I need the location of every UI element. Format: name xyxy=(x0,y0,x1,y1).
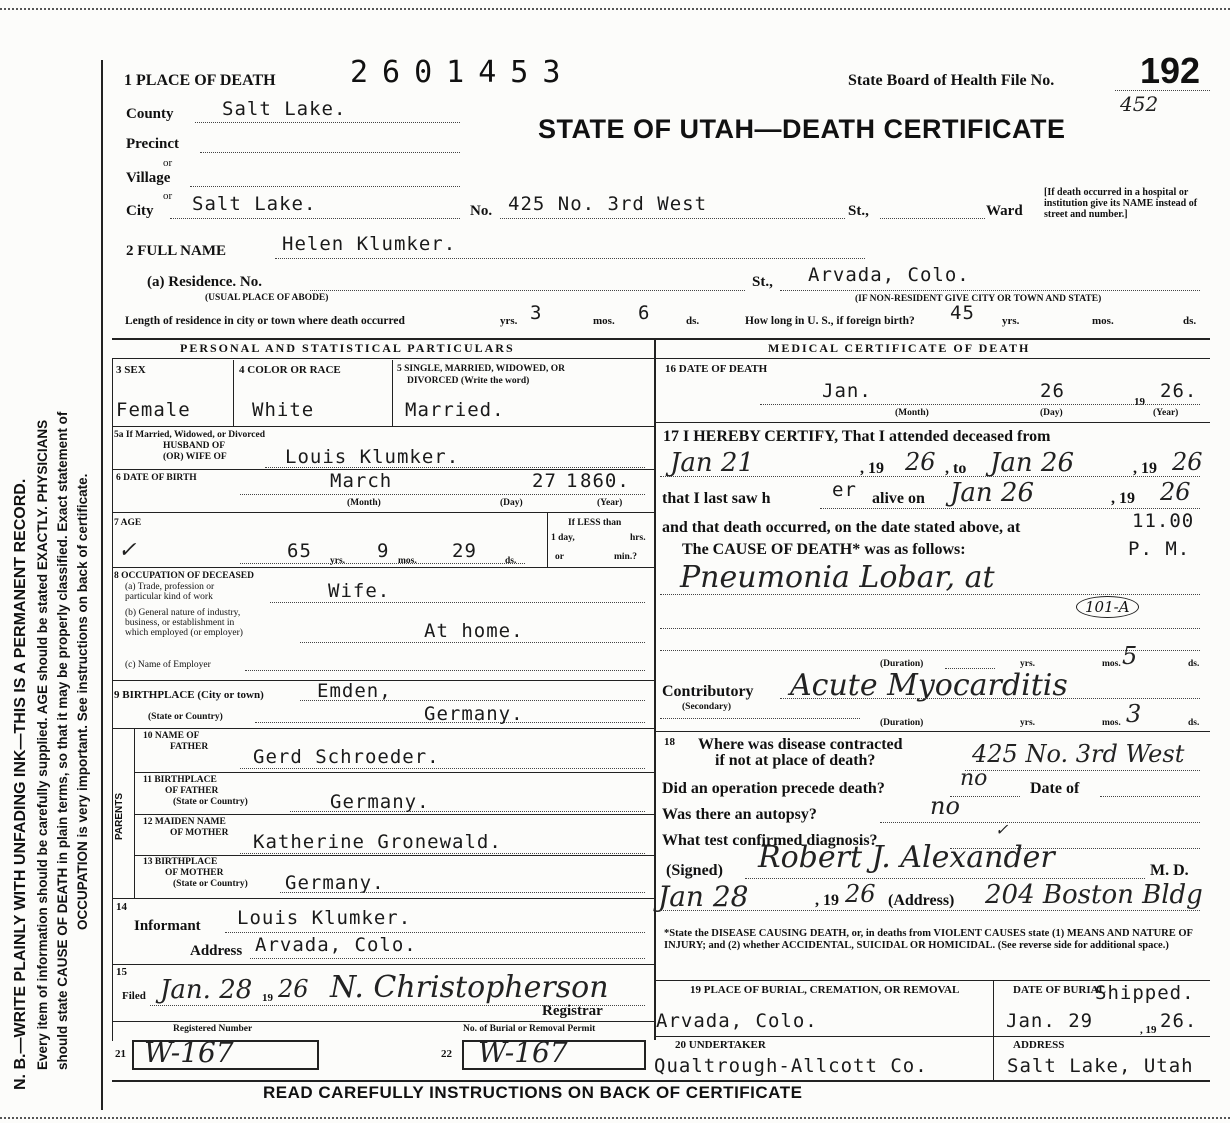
us-mos-label: mos. xyxy=(1092,315,1114,327)
birthplace-country-value: Germany. xyxy=(424,703,524,725)
full-name-label: 2 FULL NAME xyxy=(126,243,227,259)
row-rule-11 xyxy=(134,772,654,773)
medical-rule-19 xyxy=(654,980,1210,981)
informant-label: Informant xyxy=(134,918,201,934)
sex-label: 3 SEX xyxy=(116,364,146,376)
spouse-label-1: 5a If Married, Widowed, or Divorced xyxy=(114,430,266,440)
attended-line xyxy=(660,476,1200,477)
undertaker-address-value: Salt Lake, Utah xyxy=(1007,1055,1194,1077)
sex-color-divider xyxy=(233,360,234,426)
burial-date-label: DATE OF BURIAL xyxy=(1013,984,1106,996)
spouse-label-2: HUSBAND OF xyxy=(163,441,226,451)
undertaker-value: Qualtrough-Allcott Co. xyxy=(654,1055,928,1077)
item-14-label: 14 xyxy=(116,901,127,913)
occupation-a-label-1: (a) Trade, profession or xyxy=(125,582,215,592)
contracted-value: 425 No. 3rd West xyxy=(972,740,1185,768)
sex-value: Female xyxy=(116,399,191,421)
dod-day-value: 26 xyxy=(1040,380,1065,402)
signature-address-label: (Address) xyxy=(888,892,955,909)
mother-bp-label-2: OF MOTHER xyxy=(165,868,224,878)
test-label: What test confirmed diagnosis? xyxy=(662,832,878,849)
item-18-label: 18 xyxy=(664,736,675,748)
age-label: 7 AGE xyxy=(114,518,142,528)
undertaker-label: 20 UNDERTAKER xyxy=(675,1039,766,1051)
marital-value: Married. xyxy=(405,399,505,421)
dod-line xyxy=(760,404,1200,405)
dod-month-value: Jan. xyxy=(822,380,872,402)
occupation-b-label-3: which employed (or employer) xyxy=(125,628,243,638)
medical-rule-20 xyxy=(654,1036,1210,1037)
less-label-1: If LESS than xyxy=(568,518,622,528)
medical-section-title: MEDICAL CERTIFICATE OF DEATH xyxy=(768,341,1031,355)
center-divider xyxy=(654,340,656,1040)
age-yrs-label: yrs. xyxy=(330,556,346,566)
father-bp-label-1: 11 BIRTHPLACE xyxy=(143,775,217,785)
filed-year-prefix: 19 xyxy=(262,992,273,1004)
length-residence-label: Length of residence in city or town where death occurred xyxy=(125,315,405,327)
signed-line xyxy=(745,878,1145,879)
burial-permit-box xyxy=(462,1036,646,1070)
color-marital-divider xyxy=(392,360,393,426)
last-saw-year-value: 26 xyxy=(1160,478,1191,506)
street-address-value: 425 No. 3rd West xyxy=(508,193,708,215)
file-number-handwritten: 452 xyxy=(1120,92,1159,116)
dod-year-caption: (Year) xyxy=(1153,408,1179,418)
cause-line-3 xyxy=(660,650,1200,651)
last-saw-label-1: that I last saw h xyxy=(662,490,771,507)
registered-number-box xyxy=(132,1036,319,1070)
margin-notice: N. B.—WRITE PLAINLY WITH UNFADING INK—THIS IS A PERMANENT RECORD. xyxy=(12,478,29,1090)
informant-address-line xyxy=(250,958,645,959)
us-yrs-label: yrs. xyxy=(1002,315,1020,327)
operation-line xyxy=(950,796,1020,797)
operation-label: Did an operation precede death? xyxy=(662,780,885,797)
duration-mos-value-2: 3 xyxy=(1126,700,1142,728)
parents-label: PARENTS xyxy=(114,792,125,840)
row-rule-7 xyxy=(112,512,654,513)
residence-st-label: St., xyxy=(752,274,773,290)
signature-year: 26 xyxy=(845,880,876,908)
mother-bp-line xyxy=(280,892,645,893)
abode-note: (USUAL PLACE OF ABODE) xyxy=(205,293,329,303)
age-mos-label: mos. xyxy=(398,556,417,566)
age-less-divider xyxy=(547,512,548,567)
father-bp-label-2: OF FATHER xyxy=(165,786,219,796)
contracted-label-1: Where was disease contracted xyxy=(698,736,903,753)
duration-label-1: (Duration) xyxy=(880,659,924,669)
row-rule-12 xyxy=(134,814,654,815)
village-label: Village xyxy=(126,170,171,186)
signature-address: 204 Boston Bldg xyxy=(985,880,1203,910)
undertaker-address-label: ADDRESS xyxy=(1013,1039,1065,1051)
duration-yrs-label-2: yrs. xyxy=(1020,718,1036,728)
marital-label-1: 5 SINGLE, MARRIED, WIDOWED, OR xyxy=(397,364,565,374)
duration-mos-label-2: mos. xyxy=(1102,718,1121,728)
age-mos-value: 9 xyxy=(377,540,390,562)
contracted-line xyxy=(965,770,1200,771)
county-label: County xyxy=(126,106,174,122)
street-st-line xyxy=(880,218,985,219)
birthplace-label: 9 BIRTHPLACE (City or town) xyxy=(114,689,264,701)
mother-bp-label-1: 13 BIRTHPLACE xyxy=(143,857,218,867)
duration-mos-value-1: 5 xyxy=(1122,642,1138,670)
occupation-a-line xyxy=(270,602,645,603)
item-22-label: 22 xyxy=(441,1048,452,1060)
precinct-line xyxy=(200,152,460,153)
contributory-line-2 xyxy=(660,718,860,719)
dob-year-value: 860. xyxy=(580,470,630,492)
father-birthplace-value: Germany. xyxy=(330,791,430,813)
burial-date-divider xyxy=(993,980,994,1080)
color-label: 4 COLOR OR RACE xyxy=(239,364,341,376)
full-name-value: Helen Klumker. xyxy=(282,233,457,255)
occurred-text: and that death occurred, on the date stated above, at xyxy=(662,519,1021,536)
dob-year-prefix: 1 xyxy=(566,470,579,492)
dob-day-caption: (Day) xyxy=(500,498,523,508)
county-line xyxy=(195,122,460,123)
spouse-value: Louis Klumker. xyxy=(285,446,460,468)
employer-label: (c) Name of Employer xyxy=(125,660,211,670)
precinct-label: Precinct xyxy=(126,136,180,152)
registered-number-value: W-167 xyxy=(144,1036,234,1069)
less-min-label: min.? xyxy=(614,552,637,562)
instructions-footer: READ CAREFULLY INSTRUCTIONS ON BACK OF CERTIFICATE xyxy=(263,1083,803,1102)
last-saw-year-prefix: , 19 xyxy=(1111,490,1135,507)
age-ds-label: ds. xyxy=(505,556,517,566)
father-label-1: 10 NAME OF xyxy=(143,731,200,741)
mother-label-1: 12 MAIDEN NAME xyxy=(143,817,226,827)
file-number: 192 xyxy=(1140,50,1201,91)
occupation-b-value: At home. xyxy=(424,620,524,642)
cause-line-1 xyxy=(660,594,1200,595)
date-of-line xyxy=(1100,796,1200,797)
less-label-2: 1 day, xyxy=(551,533,575,543)
mother-bp-label-3: (State or Country) xyxy=(173,879,248,889)
contributory-line-1 xyxy=(780,698,1200,699)
row-rule-14 xyxy=(112,898,654,899)
from-year-value: 26 xyxy=(905,448,936,476)
to-year-value: 26 xyxy=(1172,448,1203,476)
cause-footnote: *State the DISEASE CAUSING DEATH, or, in deaths from VIOLENT CAUSES state (1) MEANS AND NATURE OF INJURY; and (2) whether ACCIDENTAL, SUICIDAL OR HOMICIDAL. (See reverse side for additional space.) xyxy=(664,928,1193,951)
less-or-label: or xyxy=(555,552,564,562)
certify-text: 17 I HEREBY CERTIFY, That I attended deceased from xyxy=(663,428,1051,445)
row-rule-13 xyxy=(134,855,654,856)
from-year-prefix: , 19 xyxy=(860,460,884,477)
dod-day-caption: (Day) xyxy=(1040,408,1063,418)
marital-label-2: DIVORCED (Write the word) xyxy=(407,376,530,386)
burial-year-value: 26. xyxy=(1160,1010,1198,1032)
burial-date-value: Jan. 29 xyxy=(1006,1010,1094,1032)
dob-month-caption: (Month) xyxy=(347,498,381,508)
burial-permit-value: W-167 xyxy=(478,1036,568,1069)
street-line xyxy=(500,218,845,219)
residence-value: Arvada, Colo. xyxy=(808,264,970,286)
birthplace-city-value: Emden, xyxy=(317,680,392,702)
file-no-line xyxy=(1115,90,1210,91)
father-bp-line xyxy=(290,811,645,812)
informant-address-label: Address xyxy=(190,943,243,959)
or-label-2: or xyxy=(163,190,173,202)
birthplace-city-line xyxy=(300,700,645,701)
age-ds-value: 29 xyxy=(452,540,477,562)
birthplace-state-label: (State or Country) xyxy=(148,712,223,722)
dod-month-caption: (Month) xyxy=(895,408,929,418)
dob-year-caption: (Year) xyxy=(597,498,623,508)
row-rule-8 xyxy=(112,567,654,568)
us-ds-label: ds. xyxy=(1183,315,1197,327)
time-of-death-value: 11.00 xyxy=(1132,510,1195,532)
mother-line xyxy=(240,853,645,854)
spouse-line xyxy=(265,467,645,468)
contracted-label-2: if not at place of death? xyxy=(715,752,876,769)
duration-ds-label-2: ds. xyxy=(1188,718,1200,728)
mother-birthplace-value: Germany. xyxy=(285,872,385,894)
filed-label: Filed xyxy=(122,990,146,1002)
dob-month-value: March xyxy=(330,470,393,492)
row-rule-10 xyxy=(112,728,654,729)
or-label-1: or xyxy=(163,157,173,169)
section-header-rule xyxy=(112,358,1210,359)
signature-address-line xyxy=(660,910,1200,911)
cause-line-2 xyxy=(660,628,1200,629)
burial-place-label: 19 PLACE OF BURIAL, CREMATION, OR REMOVAL xyxy=(690,984,960,996)
physician-signature: Robert J. Alexander xyxy=(758,840,1055,875)
non-resident-note: (IF NON-RESIDENT GIVE CITY OR TOWN AND STATE) xyxy=(855,294,1102,304)
operation-value: no xyxy=(960,766,988,791)
occupation-b-label-2: business, or establishment in xyxy=(125,618,235,628)
father-value: Gerd Schroeder. xyxy=(253,746,440,768)
employer-line xyxy=(245,670,645,671)
left-border xyxy=(101,60,103,1110)
county-value: Salt Lake. xyxy=(222,98,347,120)
signed-label: (Signed) xyxy=(666,862,723,879)
attended-to-date: Jan 26 xyxy=(990,448,1075,478)
signature-year-prefix: , 19 xyxy=(815,892,839,909)
residence-line xyxy=(310,290,745,291)
city-value: Salt Lake. xyxy=(192,193,317,215)
contributory-label: Contributory xyxy=(662,683,754,700)
occupation-a-label-2: particular kind of work xyxy=(125,592,213,602)
birthplace-country-line xyxy=(255,722,645,723)
cause-code: 101-A xyxy=(1076,596,1139,618)
cause-of-death-value: Pneumonia Lobar, at xyxy=(680,560,995,595)
margin-instructions-2: should state CAUSE OF DEATH in plain terms, so that it may be properly classified. Exact statement of xyxy=(55,411,70,1070)
us-residence-label: How long in U. S., if foreign birth? xyxy=(745,315,915,327)
burial-permit-label: No. of Burial or Removal Permit xyxy=(463,1024,596,1034)
age-line xyxy=(240,563,525,564)
informant-value: Louis Klumker. xyxy=(237,907,412,929)
margin-instructions-1: Every item of information should be carefully supplied. AGE should be stated EXACTLY. PHYSICIANS xyxy=(35,419,50,1070)
row-rule-21 xyxy=(112,1021,654,1022)
top-border xyxy=(0,8,1230,10)
margin-instructions-3: OCCUPATION is very important. See instructions on back of certificate. xyxy=(75,473,90,930)
duration-label-2: (Duration) xyxy=(880,718,924,728)
dob-day-value: 27 xyxy=(532,470,557,492)
autopsy-value: no xyxy=(930,792,960,820)
village-line xyxy=(190,186,460,187)
residence-st-line xyxy=(780,290,1200,291)
personal-left-rule xyxy=(112,358,113,1041)
duration-yrs-label-1: yrs. xyxy=(1020,659,1036,669)
registrar-label: Registrar xyxy=(542,1003,603,1019)
city-label: City xyxy=(126,203,154,219)
parents-divider xyxy=(134,728,135,898)
burial-place-value: Arvada, Colo. xyxy=(656,1010,818,1032)
autopsy-label: Was there an autopsy? xyxy=(662,806,817,823)
medical-rule-18 xyxy=(654,731,1210,732)
registrar-signature: N. Christopherson xyxy=(330,970,609,1005)
duration-ds-label-1: ds. xyxy=(1188,659,1200,669)
filed-date-value: Jan. 28 xyxy=(160,975,253,1005)
city-line xyxy=(170,218,460,219)
dod-year-prefix: 19 xyxy=(1134,396,1145,408)
ward-note: [If death occurred in a hospital or institution give its NAME instead of street and number.] xyxy=(1044,187,1198,220)
md-label: M. D. xyxy=(1150,862,1189,879)
secondary-label: (Secondary) xyxy=(682,702,732,712)
autopsy-line xyxy=(880,822,1200,823)
attended-from-date: Jan 21 xyxy=(670,448,755,478)
filed-year-value: 26 xyxy=(278,975,309,1003)
personal-section-title: PERSONAL AND STATISTICAL PARTICULARS xyxy=(180,341,515,355)
occupation-b-label-1: (b) General nature of industry, xyxy=(125,608,241,618)
file-no-label: State Board of Health File No. xyxy=(848,72,1055,89)
age-check-mark: ✓ xyxy=(118,538,137,563)
length-yrs-label: yrs. xyxy=(500,315,518,327)
length-yrs-value: 3 xyxy=(530,302,543,324)
contributory-value: Acute Myocarditis xyxy=(790,668,1068,703)
informant-line xyxy=(225,932,645,933)
full-name-line xyxy=(275,258,865,259)
certificate-title: STATE OF UTAH—DEATH CERTIFICATE xyxy=(538,114,1066,144)
place-of-death-label: 1 PLACE OF DEATH xyxy=(124,72,276,89)
last-saw-label-2: alive on xyxy=(872,490,925,507)
length-mos-label: mos. xyxy=(593,315,615,327)
pm-value: P. M. xyxy=(1128,538,1191,560)
shipped-value: Shipped. xyxy=(1095,982,1195,1004)
duration-mos-label-1: mos. xyxy=(1102,659,1121,669)
occupation-label: 8 OCCUPATION OF DECEASED xyxy=(114,571,254,581)
street-no-label: No. xyxy=(470,203,493,219)
ward-label: Ward xyxy=(986,203,1023,219)
occupation-b-line xyxy=(300,642,645,643)
burial-year-prefix: , 19 xyxy=(1140,1024,1157,1036)
father-label-2: FATHER xyxy=(170,742,209,752)
length-ds-label: ds. xyxy=(686,315,700,327)
row-rule-5a xyxy=(112,426,654,427)
color-value: White xyxy=(252,399,315,421)
item-15-label: 15 xyxy=(116,966,127,978)
last-saw-date: Jan 26 xyxy=(950,478,1035,508)
occupation-a-value: Wife. xyxy=(328,580,391,602)
mother-label-2: OF MOTHER xyxy=(170,828,229,838)
age-yrs-value: 65 xyxy=(287,540,312,562)
item-21-label: 21 xyxy=(115,1048,126,1060)
us-yrs-value: 45 xyxy=(950,302,975,324)
less-hrs-label: hrs. xyxy=(630,533,646,543)
registered-number-label: Registered Number xyxy=(173,1024,253,1034)
row-rule-15 xyxy=(112,964,654,965)
street-st-label: St., xyxy=(848,203,869,219)
informant-address-value: Arvada, Colo. xyxy=(255,934,417,956)
cause-of-death-text: The CAUSE OF DEATH* was as follows: xyxy=(682,541,966,558)
to-label: , to xyxy=(945,460,967,477)
dob-label: 6 DATE OF BIRTH xyxy=(116,473,197,483)
dob-line xyxy=(240,494,645,495)
residence-label: (a) Residence. No. xyxy=(147,274,262,290)
last-saw-pronoun: er xyxy=(832,479,857,501)
father-bp-label-3: (State or Country) xyxy=(173,797,248,807)
last-saw-line xyxy=(820,508,1200,509)
spouse-label-3: (OR) WIFE OF xyxy=(163,452,227,462)
certificate-stamp-number: 2601453 xyxy=(350,55,575,90)
length-mos-value: 6 xyxy=(638,302,651,324)
dod-year-value: 26. xyxy=(1160,380,1198,402)
medical-rule-17 xyxy=(654,422,1210,423)
bottom-border xyxy=(0,1117,1230,1119)
father-line xyxy=(240,768,645,769)
form-bottom-rule xyxy=(112,1080,1210,1082)
date-of-death-label: 16 DATE OF DEATH xyxy=(665,363,768,375)
signature-date: Jan 28 xyxy=(658,880,749,913)
test-mark: ✓ xyxy=(995,820,1009,839)
mother-value: Katherine Gronewald. xyxy=(253,831,502,853)
to-year-prefix: , 19 xyxy=(1133,460,1157,477)
date-of-label: Date of xyxy=(1030,780,1080,797)
section-top-rule xyxy=(112,338,1210,340)
